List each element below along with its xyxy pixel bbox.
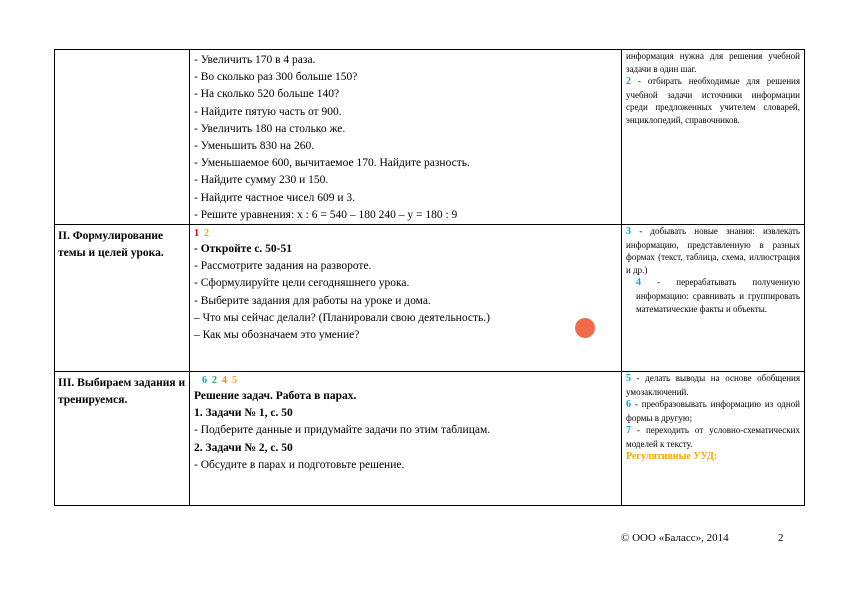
task-line: - На сколько 520 больше 140? bbox=[194, 88, 340, 101]
step-numbers bbox=[194, 374, 621, 388]
activity-cell bbox=[190, 225, 622, 372]
uud-text: информация нужна для решения учебной задачи в один шаг. bbox=[626, 51, 800, 74]
table-row bbox=[55, 225, 805, 372]
table-row bbox=[55, 372, 805, 506]
activity-line: Решение задач. Работа в парах. bbox=[194, 390, 357, 403]
stage-cell bbox=[55, 225, 190, 372]
orange-circle-marker bbox=[575, 318, 595, 338]
step-number: 6 bbox=[202, 375, 207, 387]
stage-cell bbox=[55, 372, 190, 506]
step-number: 4 bbox=[222, 375, 227, 387]
uud-item bbox=[626, 225, 800, 276]
uud-text: - преобразовывать информацию из одной формы в другую; bbox=[626, 399, 800, 423]
uud-number: 3 bbox=[626, 226, 631, 238]
stage-heading: III. Выбираем задания и тренируемся. bbox=[58, 377, 186, 407]
activity-line: 2. Задачи № 2, с. 50 bbox=[194, 441, 293, 454]
activity-cell bbox=[190, 372, 622, 506]
step-number: 2 bbox=[212, 375, 217, 387]
task-line: - Найдите пятую часть от 900. bbox=[194, 105, 342, 118]
uud-number: 7 bbox=[626, 425, 631, 437]
activity-line: - Выберите задания для работы на уроке и дома. bbox=[194, 294, 431, 307]
activity-line: – Как мы обозначаем это умение? bbox=[194, 329, 360, 342]
task-line: - Увеличить 170 в 4 раза. bbox=[194, 54, 316, 66]
uud-item bbox=[626, 398, 800, 424]
step-number: 5 bbox=[232, 375, 237, 387]
uud-item bbox=[626, 372, 800, 398]
uud-cell bbox=[622, 225, 805, 372]
uud-number: 6 bbox=[626, 399, 631, 411]
activity-line: – Что мы сейчас делали? (Планировали свою деятельность.) bbox=[194, 311, 490, 324]
regulative-heading: Регулятивные УУД: bbox=[626, 450, 718, 462]
stage-cell bbox=[55, 50, 190, 225]
uud-item bbox=[626, 424, 800, 450]
task-line: - Во сколько раз 300 больше 150? bbox=[194, 71, 358, 84]
lesson-table bbox=[54, 49, 805, 506]
task-line: - Уменьшаемое 600, вычитаемое 170. Найдите разность. bbox=[194, 157, 470, 170]
activity-line: - Подберите данные и придумайте задачи по этим таблицам. bbox=[194, 424, 491, 437]
table-row bbox=[55, 50, 805, 225]
uud-cell bbox=[622, 372, 805, 506]
task-line: - Найдите частное чисел 609 и 3. bbox=[194, 191, 355, 204]
uud-text: - делать выводы на основе обобщения умозаключений. bbox=[626, 373, 800, 397]
activity-line: - Откройте с. 50-51 bbox=[194, 243, 293, 256]
step-numbers bbox=[194, 227, 621, 241]
uud-number: 5 bbox=[626, 373, 631, 385]
uud-number: 4 bbox=[636, 277, 641, 289]
activity-cell bbox=[190, 50, 622, 225]
page-number: 2 bbox=[778, 532, 784, 544]
uud-text: - добывать новые знания: извлекать информацию, представленную в разных формах (текст, таблица, схема, иллюстрация и др.) bbox=[626, 226, 800, 275]
uud-number: 2 bbox=[626, 76, 631, 88]
uud-text: - переходить от условно-схематических моделей к тексту. bbox=[626, 425, 800, 449]
activity-line: - Рассмотрите задания на развороте. bbox=[194, 260, 372, 273]
uud-item bbox=[626, 75, 800, 126]
task-line: - Найдите сумму 230 и 150. bbox=[194, 174, 329, 187]
uud-item bbox=[626, 276, 800, 315]
task-line: - Увеличить 180 на столько же. bbox=[194, 122, 346, 135]
uud-text: - отбирать необходимые для решения учебной задачи источники информации среди предложенных учителем словарей, энциклопедий, справочников. bbox=[626, 76, 800, 125]
activity-line: - Обсудите в парах и подготовьте решение. bbox=[194, 458, 405, 471]
uud-cell bbox=[622, 50, 805, 225]
task-line: - Решите уравнения: x : 6 = 540 – 180 240 – y = 180 : 9 bbox=[194, 208, 458, 221]
activity-line: 1. Задачи № 1, с. 50 bbox=[194, 407, 293, 420]
task-line: - Уменьшить 830 на 260. bbox=[194, 140, 315, 153]
stage-heading: II. Формулирование темы и целей урока. bbox=[58, 230, 164, 260]
copyright-footer: © ООО «Баласс», 2014 bbox=[621, 532, 729, 544]
activity-line: - Сформулируйте цели сегодняшнего урока. bbox=[194, 277, 410, 290]
uud-text: - перерабатывать полученную информацию: сравнивать и группировать математические факты и объекты. bbox=[636, 277, 800, 314]
step-number: 2 bbox=[204, 228, 209, 240]
step-number: 1 bbox=[194, 228, 199, 240]
